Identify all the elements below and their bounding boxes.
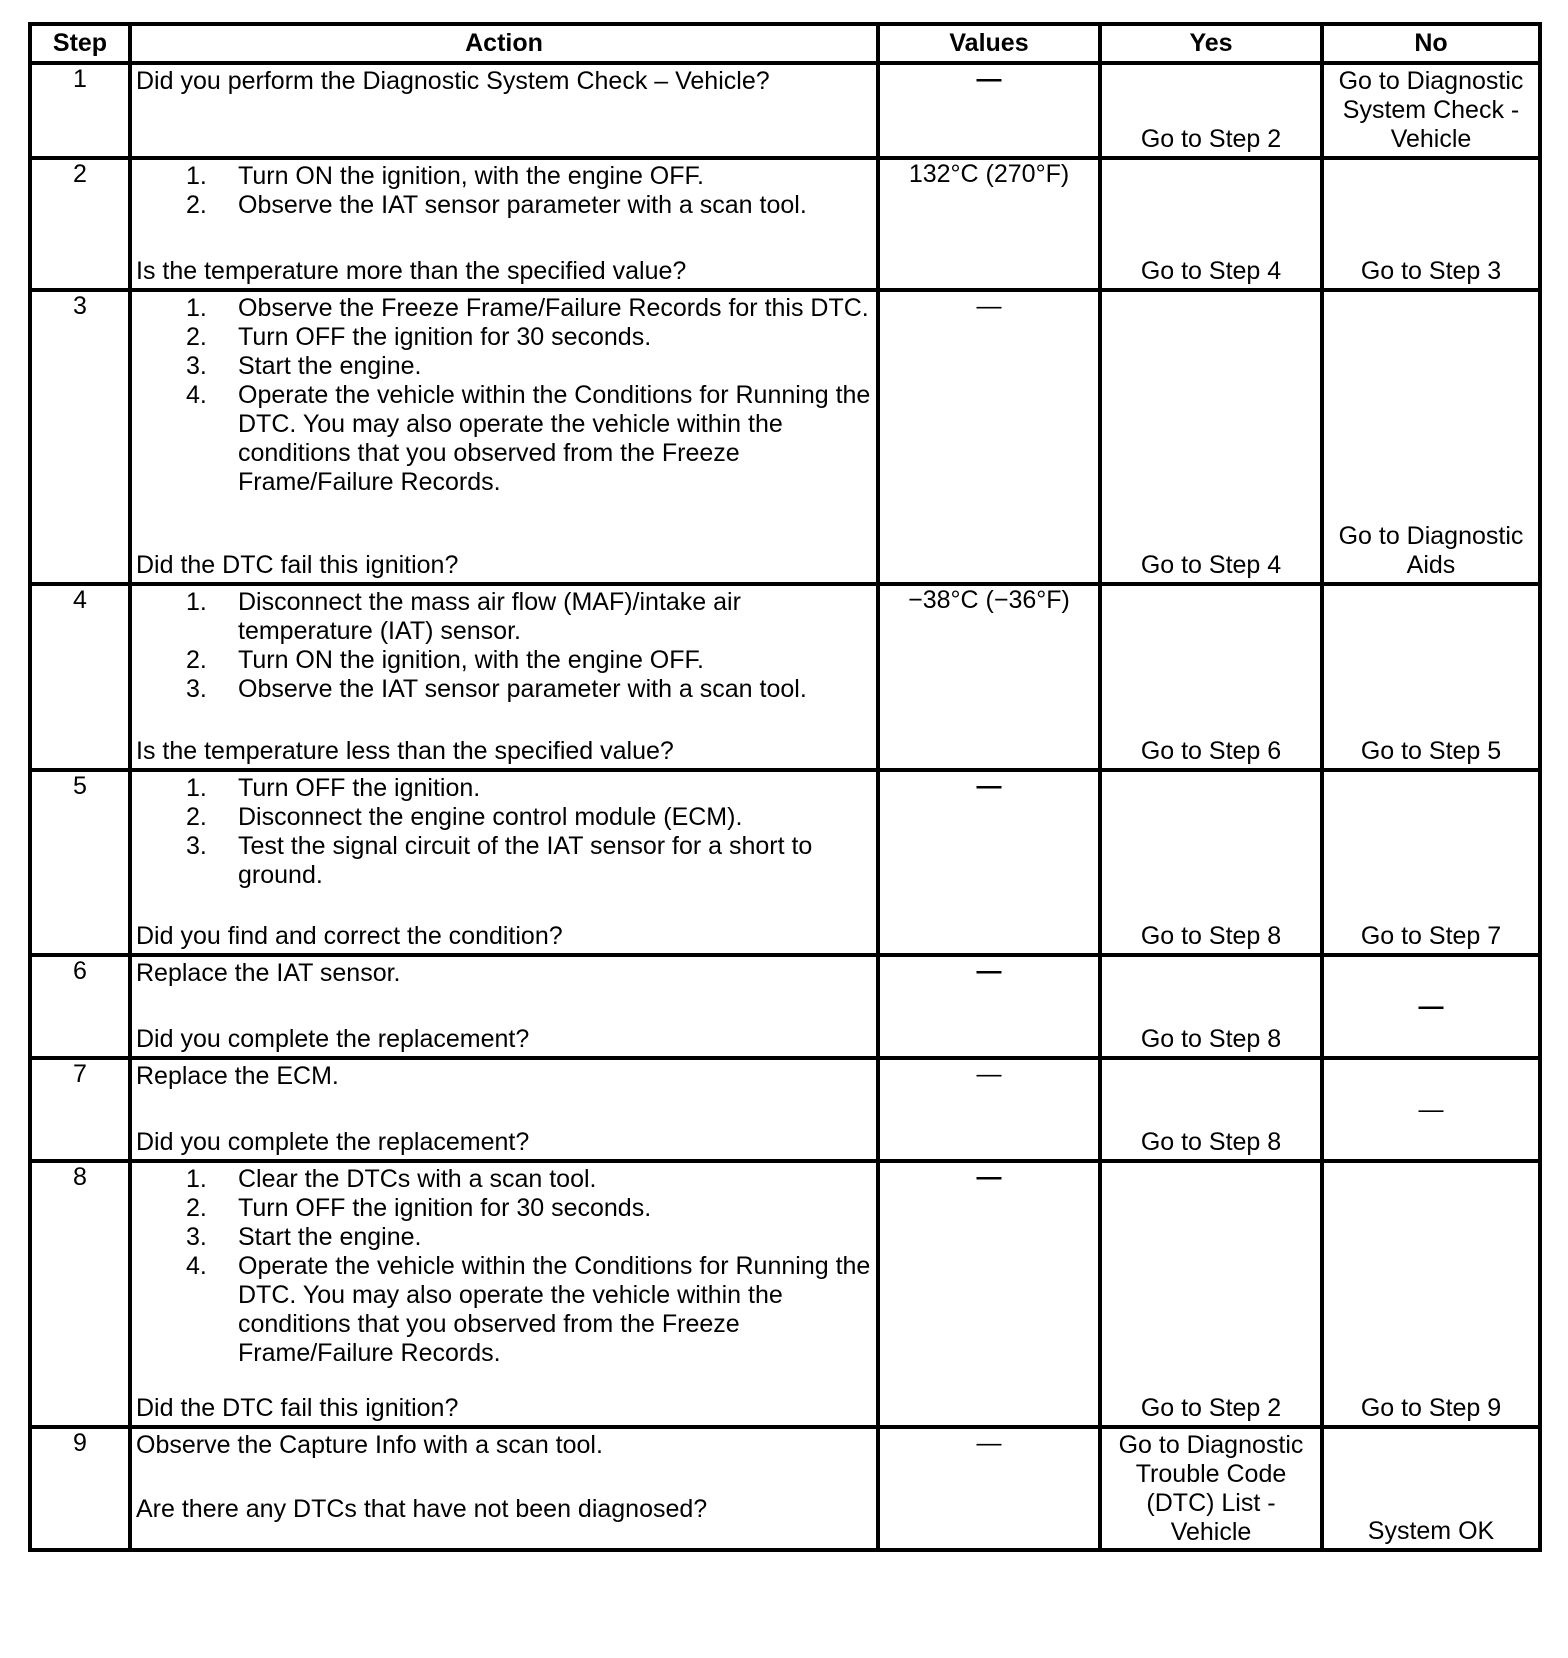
action-cell <box>130 770 878 955</box>
no-link[interactable]: Go to Step 9 <box>1360 1394 1502 1422</box>
header-step: Step <box>30 24 130 63</box>
table-row <box>30 290 1540 584</box>
values-cell: — <box>878 770 1100 955</box>
table-row <box>30 584 1540 770</box>
action-question: Did you find and correct the condition? <box>136 922 563 950</box>
action-step-item: 3. Observe the IAT sensor parameter with a scan tool. <box>186 675 807 703</box>
action-step-item: 1. Disconnect the mass air flow (MAF)/intake air temperature (IAT) sensor. <box>186 588 741 645</box>
action-steps <box>136 162 872 220</box>
action-step-item: 1. Turn ON the ignition, with the engine OFF. <box>186 162 704 190</box>
no-link[interactable]: Go to Step 3 <box>1360 257 1502 285</box>
action-steps <box>136 588 872 704</box>
values-cell: — <box>878 290 1100 584</box>
action-step-item: 2. Turn ON the ignition, with the engine OFF. <box>186 646 704 674</box>
values-cell: — <box>878 1427 1100 1550</box>
action-step-item: 3. Start the engine. <box>186 352 422 380</box>
step-number: 1 <box>30 63 130 158</box>
action-question: Did the DTC fail this ignition? <box>136 551 459 579</box>
table-row <box>30 1427 1540 1550</box>
action-step-item: 2. Observe the IAT sensor parameter with a scan tool. <box>186 191 807 219</box>
values-cell: — <box>878 63 1100 158</box>
yes-link[interactable]: Go to Step 4 <box>1140 257 1282 285</box>
values-cell: 132°C (270°F) <box>878 158 1100 290</box>
step-number: 2 <box>30 158 130 290</box>
no-link: — <box>1418 1095 1444 1123</box>
yes-cell <box>1100 1427 1322 1550</box>
action-question: Did you complete the replacement? <box>136 1025 530 1053</box>
yes-cell <box>1100 955 1322 1058</box>
no-cell <box>1322 1058 1540 1161</box>
action-step-item: 1. Clear the DTCs with a scan tool. <box>186 1165 597 1193</box>
action-step-item: 1. Turn OFF the ignition. <box>186 774 481 802</box>
action-text: Observe the Capture Info with a scan tool. <box>136 1431 603 1459</box>
action-cell <box>130 584 878 770</box>
header-row <box>30 24 1540 63</box>
no-link[interactable]: Go to Step 7 <box>1360 922 1502 950</box>
action-cell <box>130 1058 878 1161</box>
yes-cell <box>1100 63 1322 158</box>
yes-cell <box>1100 584 1322 770</box>
step-number: 6 <box>30 955 130 1058</box>
action-cell <box>130 1161 878 1427</box>
yes-cell <box>1100 770 1322 955</box>
no-link: System OK <box>1367 1517 1495 1545</box>
no-cell <box>1322 1427 1540 1550</box>
action-step-item: 2. Turn OFF the ignition for 30 seconds. <box>186 323 652 351</box>
action-question: Did you complete the replacement? <box>136 1128 530 1156</box>
step-number: 5 <box>30 770 130 955</box>
table-row <box>30 1058 1540 1161</box>
action-cell <box>130 63 878 158</box>
action-steps <box>136 1165 872 1368</box>
action-step-item: 2. Turn OFF the ignition for 30 seconds. <box>186 1194 652 1222</box>
no-cell <box>1322 63 1540 158</box>
no-cell <box>1322 584 1540 770</box>
yes-cell <box>1100 1058 1322 1161</box>
action-step-item: 2. Disconnect the engine control module (ECM). <box>186 803 743 831</box>
yes-link[interactable]: Go to Step 8 <box>1140 922 1282 950</box>
step-number: 3 <box>30 290 130 584</box>
header-no: No <box>1322 24 1540 63</box>
action-question: Are there any DTCs that have not been diagnosed? <box>136 1495 708 1523</box>
table-row <box>30 955 1540 1058</box>
yes-link[interactable]: Go to Step 2 <box>1140 125 1282 153</box>
values-cell: — <box>878 1058 1100 1161</box>
table-row <box>30 1161 1540 1427</box>
table-row <box>30 158 1540 290</box>
yes-link[interactable]: Go to Step 8 <box>1140 1025 1282 1053</box>
no-cell <box>1322 290 1540 584</box>
yes-link[interactable]: Go to Step 8 <box>1140 1128 1282 1156</box>
action-text: Replace the IAT sensor. <box>136 959 401 987</box>
action-step-item: 3. Test the signal circuit of the IAT sensor for a short to ground. <box>186 832 813 889</box>
no-link: — <box>1418 992 1444 1020</box>
header-values: Values <box>878 24 1100 63</box>
action-cell <box>130 290 878 584</box>
yes-link[interactable]: Go to Diagnostic Trouble Code (DTC) List - Vehicle <box>1118 1431 1304 1546</box>
diagnostic-table <box>28 22 1542 1552</box>
action-question: Is the temperature less than the specified value? <box>136 737 674 765</box>
action-step-item: 1. Observe the Freeze Frame/Failure Records for this DTC. <box>186 294 869 322</box>
step-number: 8 <box>30 1161 130 1427</box>
yes-link[interactable]: Go to Step 2 <box>1140 1394 1282 1422</box>
header-action: Action <box>130 24 878 63</box>
no-cell <box>1322 770 1540 955</box>
no-cell <box>1322 158 1540 290</box>
no-link[interactable]: Go to Diagnostic System Check - Vehicle <box>1338 67 1524 153</box>
yes-cell <box>1100 290 1322 584</box>
table-row <box>30 770 1540 955</box>
yes-link[interactable]: Go to Step 4 <box>1140 551 1282 579</box>
values-cell: — <box>878 955 1100 1058</box>
action-text: Replace the ECM. <box>136 1062 339 1090</box>
no-cell <box>1322 1161 1540 1427</box>
header-yes: Yes <box>1100 24 1322 63</box>
step-number: 9 <box>30 1427 130 1550</box>
action-step-item: 4. Operate the vehicle within the Conditions for Running the DTC. You may also operate the vehicle within the conditions that you observed from the Freeze Frame/Failure Records. <box>186 381 871 496</box>
action-question: Did the DTC fail this ignition? <box>136 1394 459 1422</box>
no-link[interactable]: Go to Diagnostic Aids <box>1338 522 1524 579</box>
action-cell <box>130 955 878 1058</box>
step-number: 7 <box>30 1058 130 1161</box>
no-link[interactable]: Go to Step 5 <box>1360 737 1502 765</box>
table-row <box>30 63 1540 158</box>
yes-cell <box>1100 158 1322 290</box>
yes-link[interactable]: Go to Step 6 <box>1140 737 1282 765</box>
action-steps <box>136 774 872 890</box>
action-question: Is the temperature more than the specified value? <box>136 257 687 285</box>
values-cell: — <box>878 1161 1100 1427</box>
yes-cell <box>1100 1161 1322 1427</box>
action-step-item: 4. Operate the vehicle within the Conditions for Running the DTC. You may also operate the vehicle within the conditions that you observed from the Freeze Frame/Failure Records. <box>186 1252 871 1367</box>
action-cell <box>130 1427 878 1550</box>
step-number: 4 <box>30 584 130 770</box>
action-step-item: 3. Start the engine. <box>186 1223 422 1251</box>
action-text: Did you perform the Diagnostic System Check – Vehicle? <box>136 67 770 95</box>
action-steps <box>136 294 872 497</box>
action-cell <box>130 158 878 290</box>
no-cell <box>1322 955 1540 1058</box>
values-cell: −38°C (−36°F) <box>878 584 1100 770</box>
